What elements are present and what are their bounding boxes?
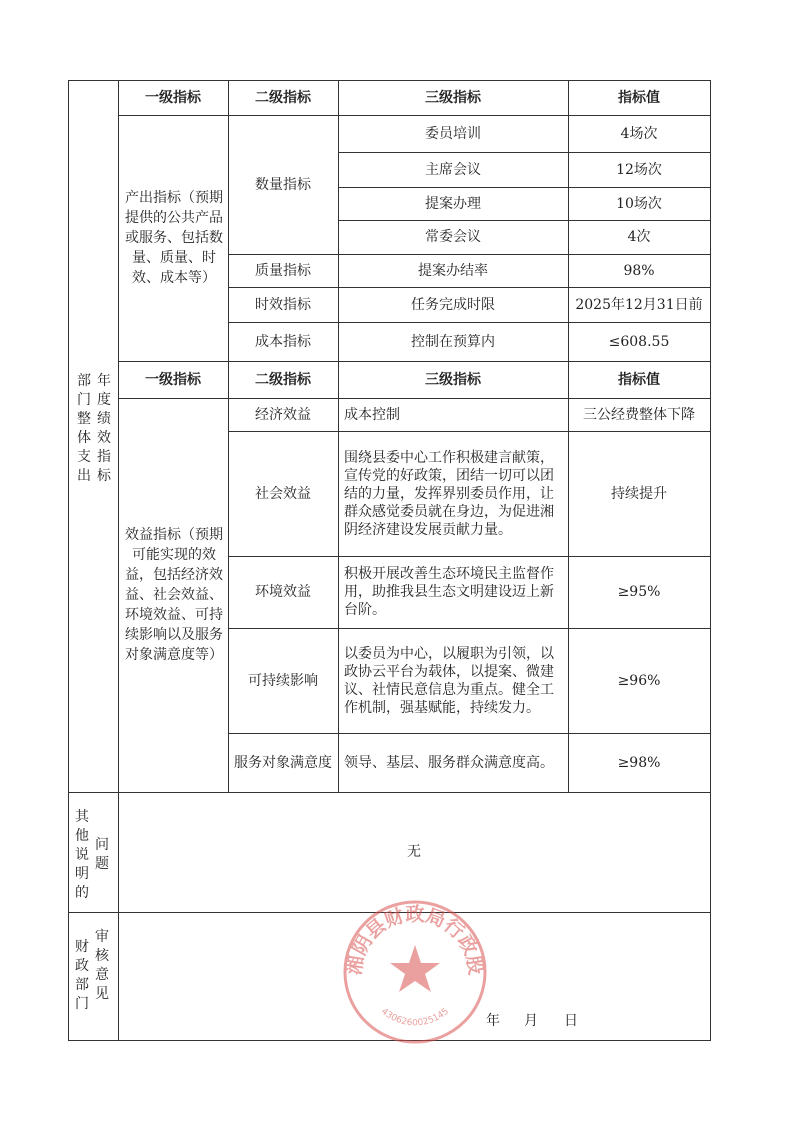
other-content: 无	[407, 844, 421, 860]
other-label-col2: 问题	[95, 837, 109, 872]
stamp-text: 湘阴县财政局行政股	[343, 903, 487, 977]
t2-header-level2: 二级指标	[255, 371, 311, 388]
t1-row-level3: 常委会议	[425, 229, 481, 245]
t2-header-level3: 三级指标	[425, 371, 481, 388]
t1-row-value: 4场次	[620, 125, 658, 142]
t1-row-level3: 提案办结率	[418, 262, 488, 279]
t2-level3: 以委员为中心，以履职为引领，以政协云平台为载体，以提案、微建议、社情民意信息为重点。健全工作机制，强基赋能，持续发力。	[344, 645, 554, 716]
t2-value: ≥98%	[617, 754, 661, 771]
t1-row-level3: 控制在预算内	[411, 333, 495, 350]
date-year: 年	[486, 1013, 500, 1029]
t1-header-level2: 二级指标	[255, 89, 311, 106]
t2-value: ≥95%	[617, 584, 661, 600]
t2-level2: 服务对象满意度	[234, 754, 332, 771]
section-label-col2: 年度绩效指标	[97, 373, 111, 484]
t2-level2: 社会效益	[255, 485, 311, 502]
section-label-col1: 部门整体支出	[77, 373, 91, 484]
t1-row-value: ≤608.55	[608, 333, 670, 350]
t1-row-level3: 委员培训	[425, 125, 481, 142]
t1-level2-cost: 成本指标	[255, 333, 311, 350]
svg-text:4306260025145	[379, 1007, 451, 1029]
t1-level2-timeliness: 时效指标	[255, 296, 311, 313]
t2-header-value: 指标值	[618, 371, 660, 388]
t2-level2: 经济效益	[255, 406, 311, 423]
stamp-star-icon	[390, 945, 440, 992]
t1-row-value: 2025年12月31日前	[575, 296, 703, 313]
other-label-col1: 其他说明的	[75, 809, 89, 901]
date-month: 月	[524, 1013, 538, 1029]
t2-level3: 围绕县委中心工作积极建言献策，宣传党的好政策，团结一切可以团结的力量，发挥界别委员作用，让群众感觉委员就在身边，为促进湘阴经济建设发展贡献力量。	[344, 449, 554, 538]
t1-row-value: 98%	[623, 262, 655, 279]
review-label-col1: 财政部门	[75, 939, 89, 1012]
t2-level2: 环境效益	[255, 584, 311, 600]
t1-level2-quality: 质量指标	[255, 262, 311, 279]
stamp-seal	[340, 897, 490, 1047]
t1-row-level3: 提案办理	[425, 195, 481, 212]
t2-level1-benefit: 效益指标（预期可能实现的效益，包括经济效益、社会效益、环境效益、可持续影响以及服务对象满意度等）	[125, 527, 223, 663]
t2-level2: 可持续影响	[248, 672, 318, 689]
t1-row-value: 12场次	[616, 161, 662, 178]
t2-level3: 积极开展改善生态环境民主监督作用，助推我县生态文明建设迈上新台阶。	[344, 566, 554, 618]
t1-row-value: 4次	[627, 229, 651, 245]
t1-header-level3: 三级指标	[425, 89, 481, 106]
review-label-col2: 审核意见	[95, 929, 109, 1002]
t2-value: 持续提升	[611, 485, 667, 502]
t2-value: 三公经费整体下降	[583, 406, 695, 423]
t1-row-level3: 任务完成时限	[411, 296, 495, 313]
stamp-code: 4306260025145	[379, 1006, 451, 1029]
t1-level1-output: 产出指标（预期提供的公共产品或服务、包括数量、质量、时效、成本等）	[125, 190, 223, 286]
t1-row-level3: 主席会议	[425, 161, 481, 178]
t2-level3: 领导、基层、服务群众满意度高。	[344, 754, 554, 771]
t1-level2-quantity: 数量指标	[255, 176, 311, 193]
t1-row-value: 10场次	[616, 195, 662, 212]
t2-header-level1: 一级指标	[145, 371, 201, 388]
t2-level3: 成本控制	[344, 406, 400, 423]
date-day: 日	[564, 1013, 578, 1029]
t1-header-level1: 一级指标	[145, 89, 201, 106]
t2-value: ≥96%	[617, 672, 661, 689]
t1-header-value: 指标值	[618, 89, 660, 106]
